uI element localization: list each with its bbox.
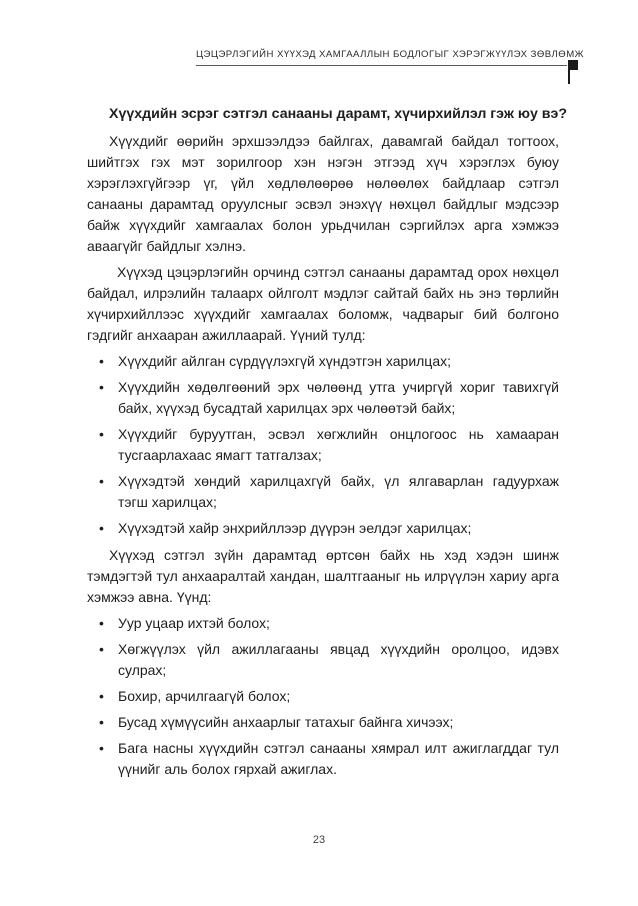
header-rule bbox=[196, 65, 567, 66]
list-item-text: Бусад хүмүүсийн анхаарлыг татахыг байнга хичээх; bbox=[118, 714, 454, 730]
list-item-text: Бага насны хүүхдийн сэтгэл санааны хямрал илт ажиглагддаг тул үүнийг аль болох гярхай ажиглах. bbox=[118, 740, 559, 777]
page-number: 23 bbox=[312, 834, 326, 846]
list-item-text: Хөгжүүлэх үйл ажиллагааны явцад хүүхдийн оролцоо, идэвх сулрах; bbox=[118, 641, 559, 678]
section-heading: Хүүхдийн эсрэг сэтгэл санааны дарамт, хүчирхийлэл гэж юу вэ? bbox=[109, 106, 568, 122]
header-tick-mark bbox=[568, 70, 570, 84]
list-item bbox=[87, 518, 559, 539]
list-item bbox=[87, 639, 559, 681]
bullet-marker: • bbox=[99, 641, 104, 657]
list-item-text: Хүүхэдтэй хөндий харилцахгүй байх, үл ялгаварлан гадуурхаж тэгш харилцах; bbox=[118, 473, 559, 510]
header-square-mark bbox=[568, 60, 578, 70]
bullet-marker: • bbox=[99, 473, 104, 489]
bullet-marker: • bbox=[99, 688, 104, 704]
bullet-list-symptoms bbox=[87, 613, 559, 780]
list-item bbox=[87, 712, 559, 733]
bullet-marker: • bbox=[99, 426, 104, 442]
bullet-marker: • bbox=[99, 615, 104, 631]
list-item-text: Бохир, арчилгаагүй болох; bbox=[118, 688, 291, 704]
list-item-text: Хүүхдийн хөдөлгөөний эрх чөлөөнд утга учиргүй хориг тавихгүй байх, хүүхэд бусадтай харилцах эрх чөлөөтэй байх; bbox=[118, 379, 559, 416]
bullet-marker: • bbox=[99, 520, 104, 536]
page-content bbox=[87, 104, 568, 786]
list-item-text: Уур уцаар ихтэй болох; bbox=[118, 615, 270, 631]
paragraph-definition: Хүүхдийг өөрийн эрхшээлдээ байлгах, давамгай байдал тогтоох, шийтгэх гэх мэт зорилгоор хэн нэгэн этгээд хүч хэрэглэх буюу хэрэглэхгүйгээр үг, үйл хөдлөлөөрөө нөлөөлөх байдлаар сэтгэл санааны дарамтад оруулсныг эсвэл энэхүү нөхцөл байдлыг мэдсээр байж хүүхдийг хамгаалах болон урьдчилан сэргийлэх арга хэмжээ аваагүйг байдлыг хэлнэ. bbox=[87, 133, 559, 254]
list-item-text: Хүүхэдтэй хайр энхрийллээр дүүрэн эелдэг харилцах; bbox=[118, 520, 472, 536]
list-item bbox=[87, 738, 559, 780]
list-item bbox=[87, 686, 559, 707]
running-header-title: ЦЭЦЭРЛЭГИЙН ХҮҮХЭД ХАМГААЛЛЫН БОДЛОГЫГ ХЭРЭГЖҮҮЛЭХ ЗӨВЛӨМЖ bbox=[196, 49, 584, 60]
bullet-marker: • bbox=[99, 353, 104, 369]
bullet-marker: • bbox=[99, 379, 104, 395]
bullet-list-prevention bbox=[87, 351, 559, 539]
list-item bbox=[87, 613, 559, 634]
list-item-text: Хүүхдийг буруутган, эсвэл хөгжлийн онцлогоос нь хамааран тусгаарлахаас ямагт татгалзах; bbox=[118, 426, 559, 463]
bullet-marker: • bbox=[99, 714, 104, 730]
bullet-marker: • bbox=[99, 740, 104, 756]
paragraph-symptoms: Хүүхэд сэтгэл зүйн дарамтад өртсөн байх нь хэд хэдэн шинж тэмдэгтэй тул анхааралтай хандан, шалтгааныг нь илрүүлэн хариу арга хэмжээ авна. Үүнд: bbox=[87, 547, 559, 605]
list-item bbox=[87, 351, 559, 372]
list-item-text: Хүүхдийг айлган сүрдүүлэхгүй хүндэтгэн харилцах; bbox=[118, 353, 452, 369]
list-item bbox=[87, 424, 559, 466]
paragraph-awareness: Хүүхэд цэцэрлэгийн орчинд сэтгэл санааны дарамтад орох нөхцөл байдал, илрэлийн талаарх ойлголт мэдлэг сайтай байх нь энэ төрлийн хүчирхийллээс хүүхдийг хамгаалах боломж, чадварыг бий болгоно гэдгийг анхааран ажиллаарай. Үүний тулд: bbox=[87, 264, 559, 343]
list-item bbox=[87, 471, 559, 513]
list-item bbox=[87, 377, 559, 419]
